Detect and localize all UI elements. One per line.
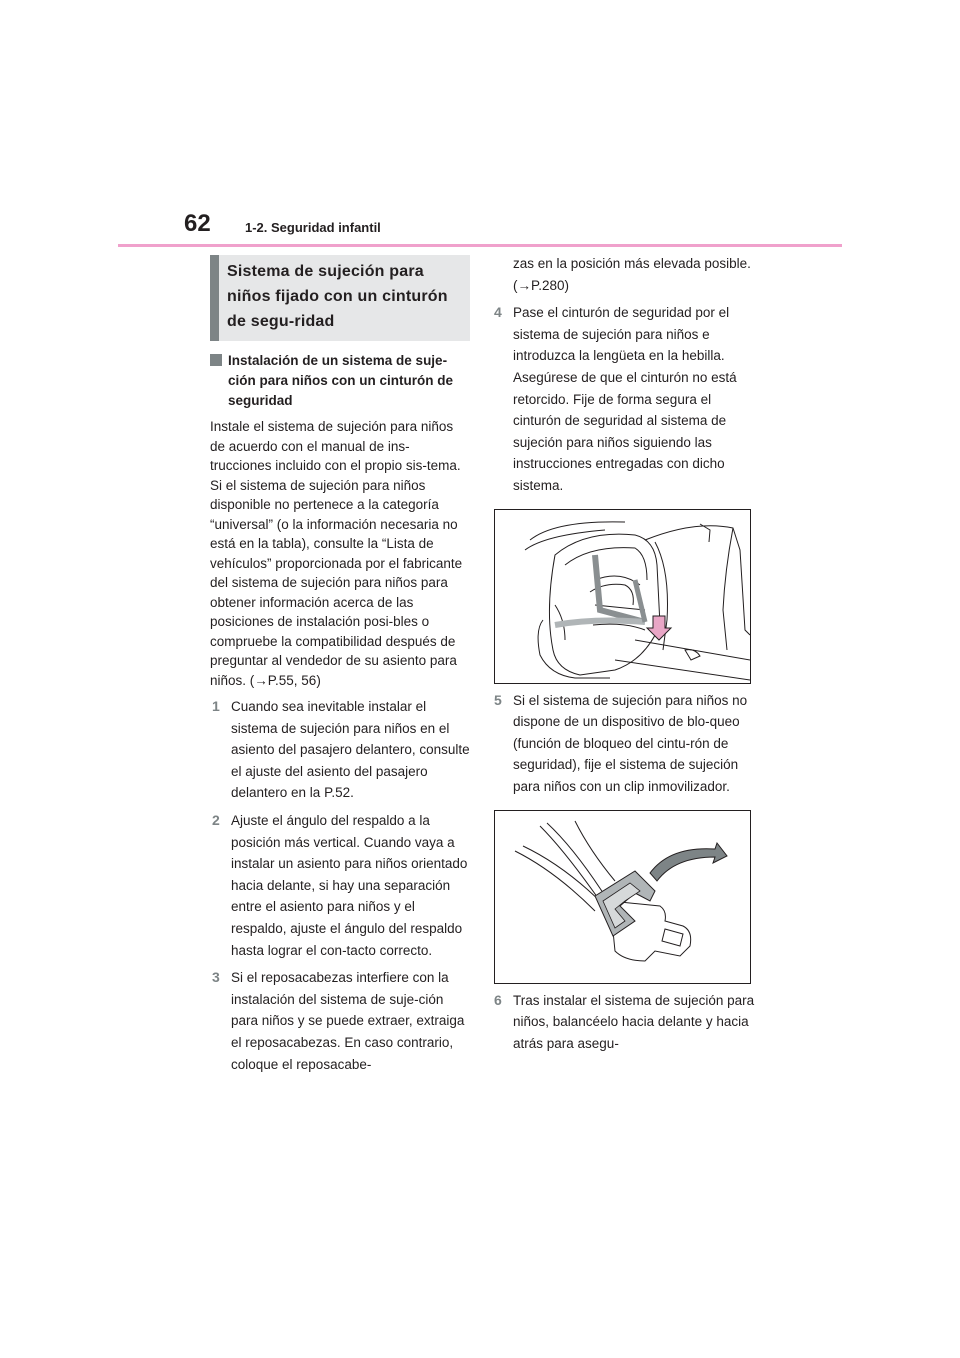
step-6	[492, 990, 757, 1055]
step-number: 1	[212, 698, 220, 714]
paragraph: Si el sistema de sujeción para niños disponible no pertenece a la categoría “universal” (o la información necesaria no está en la tabla), consulte la “Lista de vehículos” proporcionada por el fabricante del sistema de sujeción para niños para obtener información acerca de las posiciones de instalación posi-bles o compruebe la compatibilidad después de preguntar al vendedor de su asiento para niños. (→P.55, 56)	[210, 477, 463, 688]
paragraph: Instale el sistema de sujeción para niños de acuerdo con el manual de ins-trucciones incluido con el propio sis-tema.	[210, 419, 461, 473]
step-text: Si el reposacabezas interfiere con la instalación del sistema de suje-ción para niños y se puede extraer, extraiga el reposacabezas. En caso contrario, coloque el reposacabe-	[231, 970, 465, 1072]
section-title: Sistema de sujeción para niños fijado con un cinturón de segu-ridad	[227, 263, 448, 330]
left-column	[210, 255, 470, 1075]
section-title-box	[210, 255, 470, 341]
right-column	[492, 253, 757, 1054]
step-number: 5	[494, 691, 502, 708]
step-number: 4	[494, 304, 502, 321]
step-4	[492, 302, 757, 496]
step-text: zas en la posición más elevada posible. (→P.280)	[513, 256, 751, 293]
step-2	[210, 810, 470, 961]
step-number: 6	[494, 991, 502, 1008]
subheading	[210, 351, 470, 411]
locking-clip-icon	[495, 811, 750, 983]
step-5	[492, 690, 757, 798]
child-seat-illustration	[494, 509, 751, 684]
child-seat-belt-icon	[495, 510, 750, 683]
subheading-text: Instalación de un sistema de suje-ción para niños con un cinturón de seguridad	[228, 353, 454, 408]
step-text: Pase el cinturón de seguridad por el sistema de sujeción para niños e introduzca la lengüeta en la hebilla. Asegúrese de que el cinturón no está retorcido. Fije de forma segura el cinturón de seguridad al sistema de sujeción para niños siguiendo las instrucciones entregadas con dicho sistema.	[513, 305, 737, 493]
header-rule	[118, 244, 842, 247]
step-number: 2	[212, 811, 220, 828]
locking-clip-illustration	[494, 810, 751, 984]
step-3	[210, 967, 470, 1075]
step-number: 3	[212, 969, 220, 986]
page-number: 62	[184, 210, 211, 237]
step-text: Cuando sea inevitable instalar el sistema de sujeción para niños en el asiento del pasajero delantero, consulte el ajuste del asiento del pasajero delantero en la P.52.	[231, 699, 470, 801]
step-text: Si el sistema de sujeción para niños no dispone de un dispositivo de blo-queo (función de bloqueo del cintu-rón de seguridad), fije el sistema de sujeción para niños con un clip inmovilizador.	[513, 692, 748, 794]
step-1	[210, 696, 470, 804]
section-label: 1-2. Seguridad infantil	[245, 220, 381, 235]
square-bullet-icon	[210, 354, 222, 366]
step-3-continued	[492, 253, 757, 296]
step-text: Tras instalar el sistema de sujeción para niños, balancéelo hacia delante y hacia atrás para asegu-	[513, 992, 755, 1051]
step-text: Ajuste el ángulo del respaldo a la posición más vertical. Cuando vaya a instalar un asiento para niños orientado hacia delante, si hay una separación entre el asiento para niños y el respaldo, ajuste el ángulo del respaldo hasta lograr el con-tacto correcto.	[231, 812, 468, 958]
